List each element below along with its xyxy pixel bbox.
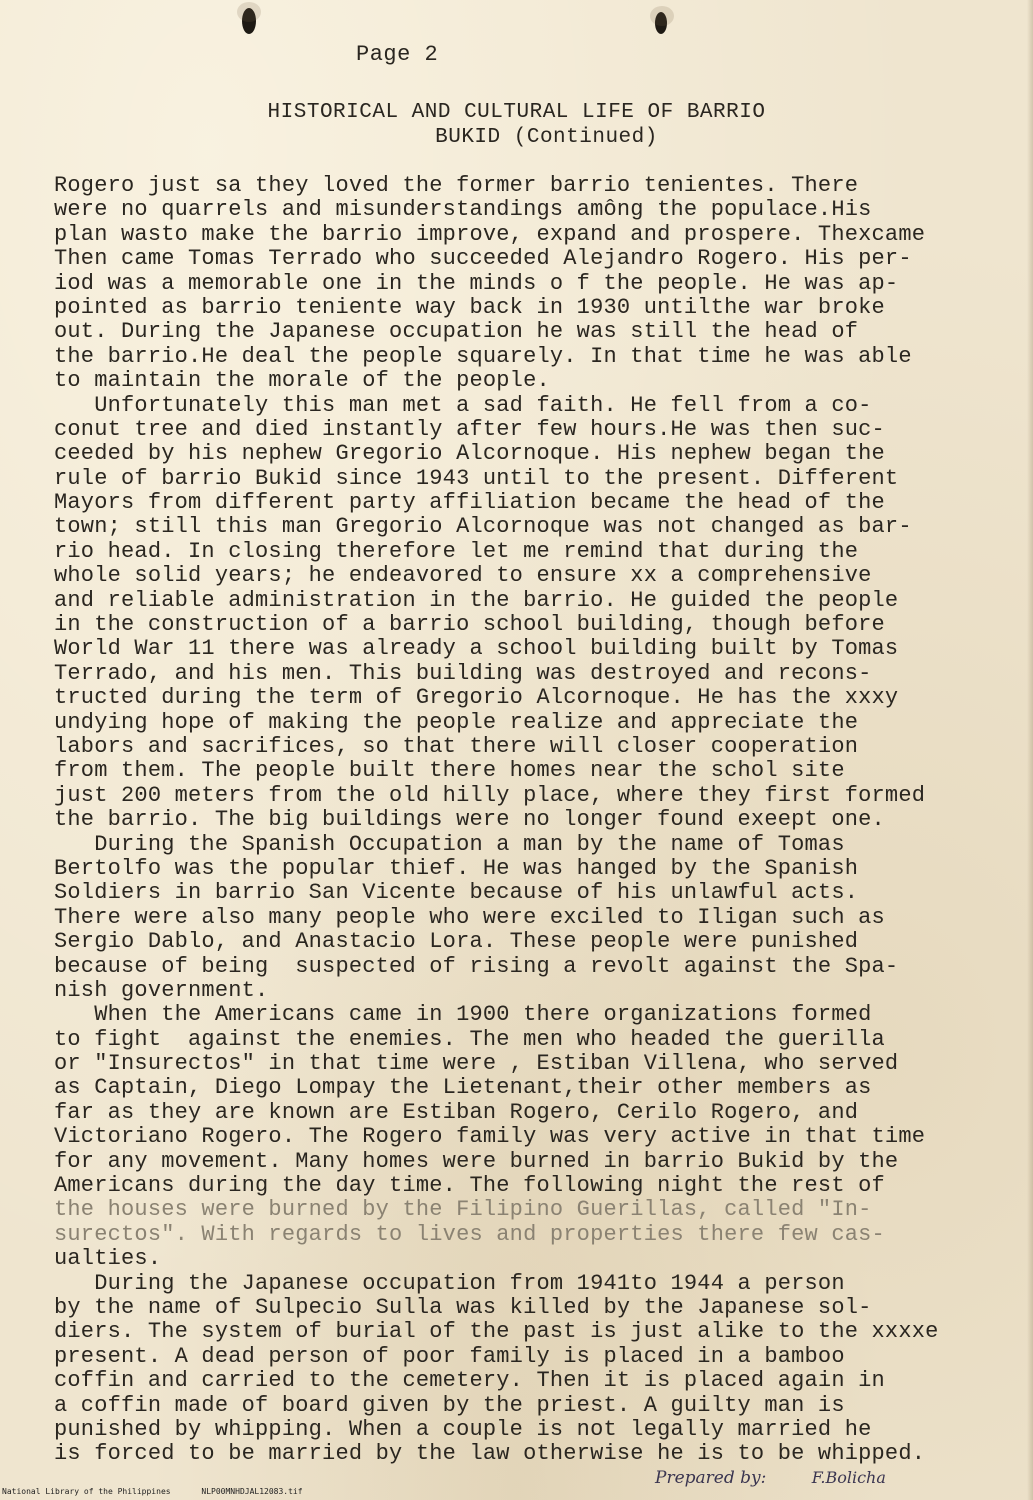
text-line: undying hope of making the people realize and appreciate the <box>54 709 859 735</box>
text-line: labors and sacrifices, so that there will closer cooperation <box>54 733 859 759</box>
text-line: World War 11 there was already a school building built by Tomas <box>54 636 899 662</box>
text-line: the houses were burned by the Filipino Guerillas, called "In- <box>54 1197 872 1223</box>
text-line: just 200 meters from the old hilly place, where they first formed <box>54 782 926 808</box>
text-line: Bertolfo was the popular thief. He was hanged by the Spanish <box>54 855 859 881</box>
body-text <box>54 174 1014 1467</box>
page-number: Page 2 <box>356 42 439 67</box>
title-line-1: HISTORICAL AND CULTURAL LIFE OF BARRIO <box>267 101 766 124</box>
text-line: pointed as barrio teniente way back in 1930 untilthe war broke <box>54 294 885 320</box>
punch-hole-left <box>242 8 256 34</box>
text-line: Mayors from different party affiliation became the head of the <box>54 490 885 516</box>
text-line: whole solid years; he endeavored to ensure xx a comprehensive <box>54 563 872 589</box>
text-line: diers. The system of burial of the past is just alike to the xxxxe <box>54 1319 939 1345</box>
text-line: During the Japanese occupation from 1941to 1944 a person <box>54 1270 845 1296</box>
text-line: is forced to be married by the law otherwise he is to be whipped. <box>54 1441 926 1467</box>
text-line: by the name of Sulpecio Sulla was killed by the Japanese sol- <box>54 1294 872 1320</box>
punch-hole-right <box>655 12 667 34</box>
text-line: to maintain the morale of the people. <box>54 368 550 394</box>
text-line: Terrado, and his men. This building was destroyed and recons- <box>54 660 872 686</box>
text-line: in the construction of a barrio school building, though before <box>54 612 885 638</box>
file-name: NLP00MNHDJAL12083.tif <box>201 1487 303 1496</box>
prepared-by-label: Prepared by: <box>655 1468 767 1488</box>
page-title <box>0 100 1033 150</box>
text-line: as Captain, Diego Lompay the Lietenant,their other members as <box>54 1075 872 1101</box>
text-line: present. A dead person of poor family is placed in a bamboo <box>54 1343 845 1369</box>
text-line: a coffin made of board given by the priest. A guilty man is <box>54 1392 845 1418</box>
text-line: tructed during the term of Gregorio Alcornoque. He has the xxxy <box>54 685 899 711</box>
text-line: Americans during the day time. The following night the rest of <box>54 1173 885 1199</box>
text-line: surectos". With regards to lives and properties there few cas- <box>54 1221 885 1247</box>
text-line: There were also many people who were exciled to Iligan such as <box>54 904 885 930</box>
text-line: Sergio Dablo, and Anastacio Lora. These people were punished <box>54 929 859 955</box>
text-line: When the Americans came in 1900 there organizations formed <box>54 1002 872 1028</box>
library-name: National Library of the Philippines <box>2 1487 171 1496</box>
text-line: from them. The people built there homes near the schol site <box>54 758 845 784</box>
text-line: were no quarrels and misunderstandings amông the populace.His <box>54 197 872 223</box>
signature-name: F.Bolicha <box>811 1468 886 1487</box>
text-line: Unfortunately this man met a sad faith. He fell from a co- <box>54 392 872 418</box>
text-line: or "Insurectos" in that time were , Estiban Villena, who served <box>54 1051 899 1077</box>
text-line: because of being suspected of rising a revolt against the Spa- <box>54 953 899 979</box>
text-line: to fight against the enemies. The men who headed the guerilla <box>54 1026 885 1052</box>
text-line: coffin and carried to the cemetery. Then it is placed again in <box>54 1368 885 1394</box>
text-line: Rogero just sa they loved the former barrio tenientes. There <box>54 173 859 198</box>
text-line: the barrio. The big buildings were no longer found exeept one. <box>54 807 885 833</box>
text-line: During the Spanish Occupation a man by the name of Tomas <box>54 831 845 857</box>
text-line: town; still this man Gregorio Alcornoque was not changed as bar- <box>54 514 912 540</box>
page-edge-shadow <box>1027 0 1033 1500</box>
text-line: Then came Tomas Terrado who succeeded Alejandro Rogero. His per- <box>54 246 912 272</box>
prepared-by-signature <box>655 1468 886 1488</box>
text-line: punished by whipping. When a couple is not legally married he <box>54 1416 872 1442</box>
text-line: plan wasto make the barrio improve, expand and prospere. Thexcame <box>54 221 926 247</box>
text-line: iod was a memorable one in the minds o f the people. He was ap- <box>54 270 899 296</box>
text-line: nish government. <box>54 977 269 1003</box>
text-line: conut tree and died instantly after few hours.He was then suc- <box>54 416 885 442</box>
text-line: rio head. In closing therefore let me remind that during the <box>54 538 859 564</box>
text-line: for any movement. Many homes were burned in barrio Bukid by the <box>54 1148 899 1174</box>
archive-stamp <box>2 1487 303 1496</box>
text-line: and reliable administration in the barrio. He guided the people <box>54 587 899 613</box>
text-line: ceeded by his nephew Gregorio Alcornoque. His nephew began the <box>54 441 885 467</box>
text-line: Soldiers in barrio San Vicente because of his unlawful acts. <box>54 880 859 906</box>
text-line: out. During the Japanese occupation he was still the head of <box>54 319 859 345</box>
text-line: far as they are known are Estiban Rogero, Cerilo Rogero, and <box>54 1099 859 1125</box>
text-line: rule of barrio Bukid since 1943 until to the present. Different <box>54 465 899 491</box>
text-line: Victoriano Rogero. The Rogero family was very active in that time <box>54 1124 926 1150</box>
title-line-2: BUKID (Continued) <box>435 126 658 149</box>
text-line: the barrio.He deal the people squarely. In that time he was able <box>54 343 912 369</box>
text-line: ualties. <box>54 1246 162 1272</box>
